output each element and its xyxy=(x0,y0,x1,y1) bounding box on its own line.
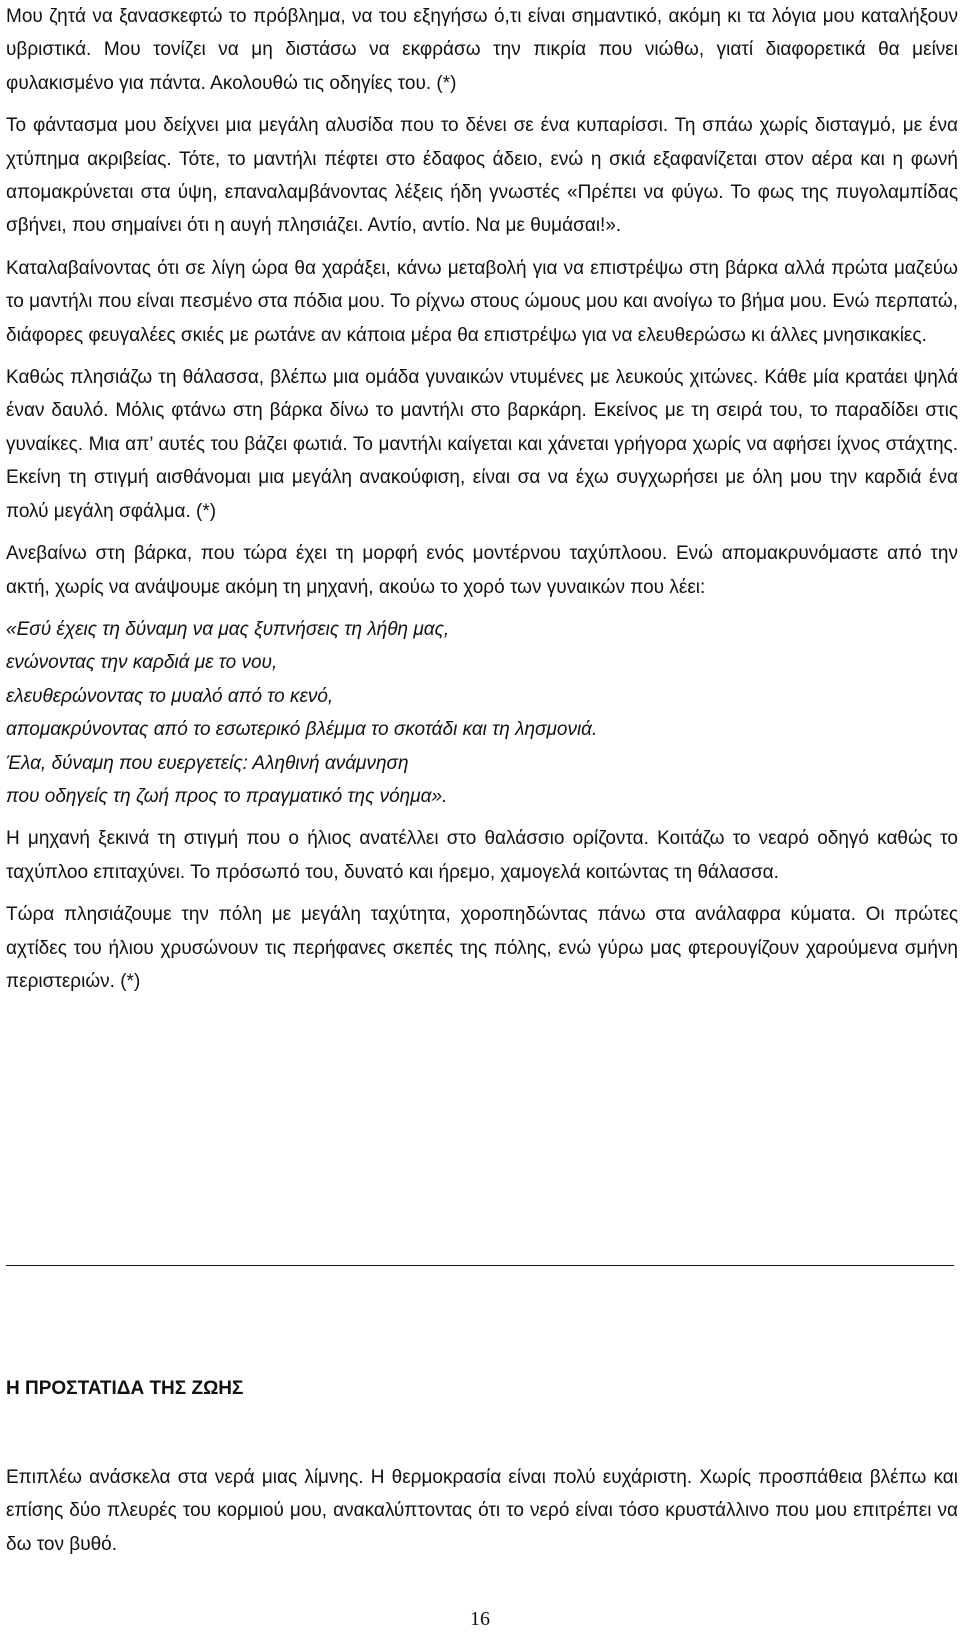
poem-line-4: απομακρύνοντας από το εσωτερικό βλέμμα το σκοτάδι και τη λησμονιά. xyxy=(6,719,598,741)
paragraph-1: Μου ζητά να ξανασκεφτώ το πρόβλημα, να του εξηγήσω ό,τι είναι σημαντικό, ακόμη κι τα λόγια μου καταλήξουν υβριστικά. Μου τονίζει να μη διστάσω να εκφράσω την πικρία που νιώθω, γιατί διαφορετικά θα μείνει φυλακισμένο για πάντα. Ακολουθώ τις οδηγίες του. (*) xyxy=(6,6,958,94)
section-heading: Η ΠΡΟΣΤΑΤΙΔΑ ΤΗΣ ΖΩΗΣ xyxy=(6,1378,244,1399)
paragraph-7: Τώρα πλησιάζουμε την πόλη με μεγάλη ταχύτητα, χοροπηδώντας πάνω στα ανάλαφρα κύματα. Οι πρώτες αχτίδες του ήλιου χρυσώνουν τις περήφανες σκεπές της πόλης, ενώ γύρω μας φτερουγίζουν χαρούμενα σμήνη περιστεριών. (*) xyxy=(6,904,958,992)
poem-line-3: ελευθερώνοντας το μυαλό από το κενό, xyxy=(6,685,334,707)
paragraph-6: Η μηχανή ξεκινά τη στιγμή που ο ήλιος ανατέλλει στο θαλάσσιο ορίζοντα. Κοιτάζω το νεαρό οδηγό καθώς το ταχύπλοο επιταχύνει. Το πρόσωπό του, δυνατό και ήρεμο, χαμογελά κοιτώντας τη θάλασσα. xyxy=(6,828,958,883)
poem-line-6: που οδηγείς τη ζωή προς το πραγματικό της νόημα». xyxy=(6,785,448,807)
page-number: 16 xyxy=(470,1608,490,1630)
paragraph-2: Το φάντασμα μου δείχνει μια μεγάλη αλυσίδα που το δένει σε ένα κυπαρίσσι. Τη σπάω χωρίς δισταγμό, με ένα χτύπημα ακριβείας. Τότε, το μαντήλι πέφτει στο έδαφος άδειο, ενώ η σκιά εξαφανίζεται στον αέρα και η φωνή απομακρύνεται στα ύψη, επαναλαμβάνοντας λέξεις ήδη γνωστές «Πρέπει να φύγω. Το φως της πυγολαμπίδας σβήνει, που σημαίνει ότι η αυγή πλησιάζει. Αντίο, αντίο. Να με θυμάσαι!». xyxy=(6,115,958,237)
poem-line-2: ενώνοντας την καρδιά με το νου, xyxy=(6,652,278,674)
poem-block xyxy=(6,613,958,813)
section-paragraph: Επιπλέω ανάσκελα στα νερά μιας λίμνης. Η θερμοκρασία είναι πολύ ευχάριστη. Χωρίς προσπάθεια βλέπω και επίσης δύο πλευρές του κορμιού μου, ανακαλύπτοντας ότι το νερό είναι τόσο κρυστάλλινο που μου επιτρέπει να δω τον βυθό. xyxy=(6,1467,958,1555)
poem-line-1: «Εσύ έχεις τη δύναμη να μας ξυπνήσεις τη λήθη μας, xyxy=(6,618,450,640)
horizontal-divider xyxy=(6,1265,954,1266)
poem-line-5: Έλα, δύναμη που ευεργετείς: Αληθινή ανάμνηση xyxy=(6,752,409,774)
body-text xyxy=(6,0,958,1007)
paragraph-5: Ανεβαίνω στη βάρκα, που τώρα έχει τη μορφή ενός μοντέρνου ταχύπλοου. Ενώ απομακρυνόμαστε από την ακτή, χωρίς να ανάψουμε ακόμη τη μηχανή, ακούω το χορό των γυναικών που λέει: xyxy=(6,543,958,598)
paragraph-3: Καταλαβαίνοντας ότι σε λίγη ώρα θα χαράξει, κάνω μεταβολή για να επιστρέψω στη βάρκα αλλά πρώτα μαζεύω το μαντήλι που είναι πεσμένο στα πόδια μου. Το ρίχνω στους ώμους μου και ανοίγω το βήμα μου. Ενώ περπατώ, διάφορες φευγαλέες σκιές με ρωτάνε αν κάποια μέρα θα επιστρέψω για να ελευθερώσω κι άλλες μνησικακίες. xyxy=(6,257,958,346)
paragraph-4: Καθώς πλησιάζω τη θάλασσα, βλέπω μια ομάδα γυναικών ντυμένες με λευκούς χιτώνες. Κάθε μία κρατάει ψηλά έναν δαυλό. Μόλις φτάνω στη βάρκα δίνω το μαντήλι στο βαρκάρη. Εκείνος με τη σειρά του, το παραδίδει στις γυναίκες. Μια απ’ αυτές του βάζει φωτιά. Το μαντήλι καίγεται και χάνεται γρήγορα χωρίς να αφήσει ίχνος στάχτης. Εκείνη τη στιγμή αισθάνομαι μια μεγάλη ανακούφιση, είναι σα να έχω συγχωρήσει με όλη μου την καρδιά ένα πολύ μεγάλη σφάλμα. (*) xyxy=(6,367,958,522)
